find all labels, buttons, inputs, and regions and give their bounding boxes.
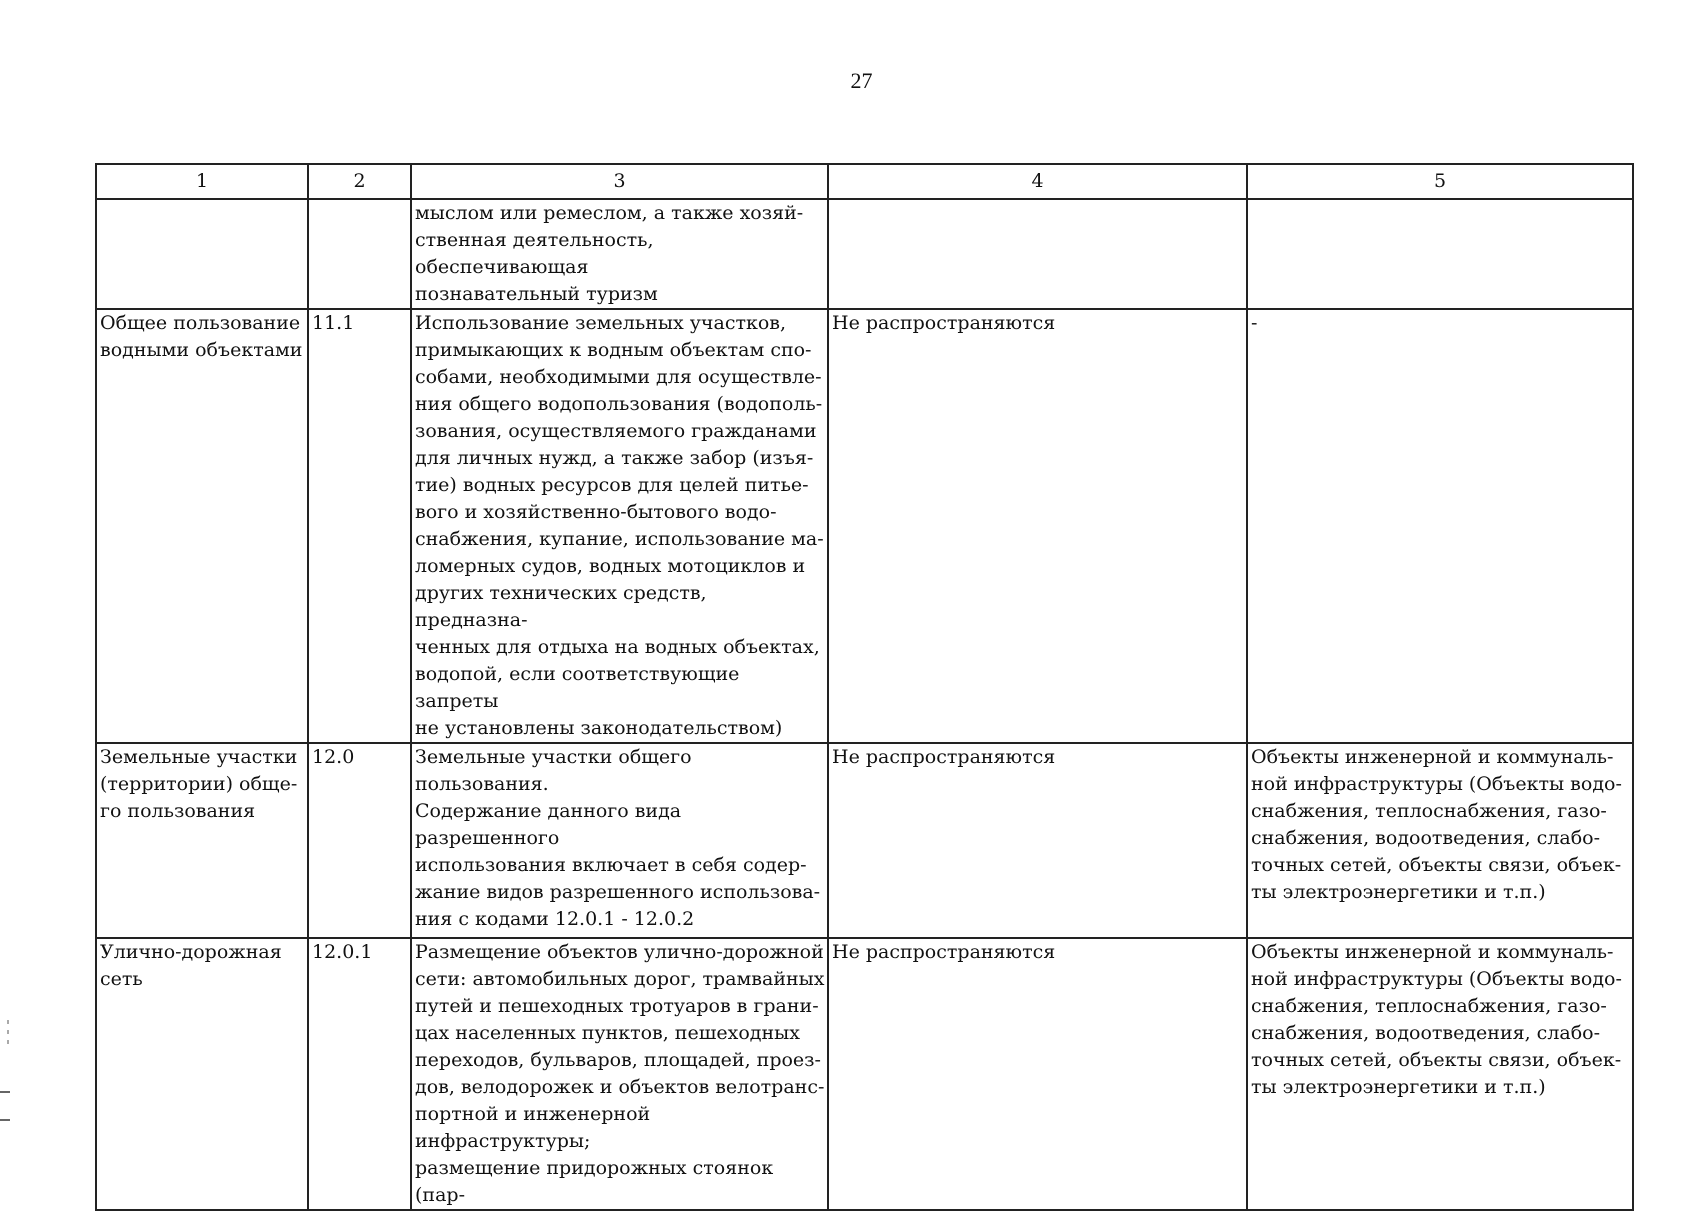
- auxiliary-uses-cell: [1247, 743, 1633, 938]
- use-code-cell: [308, 199, 411, 309]
- use-code: 12.0: [312, 746, 355, 768]
- land-use-table: [95, 163, 1634, 1211]
- use-code-cell: [308, 938, 411, 1210]
- use-description: мыслом или ремеслом, а также хозяй- ственная деятельность, обеспечивающая познавательный туризм: [415, 202, 804, 305]
- column-header-4: 4: [828, 164, 1247, 199]
- use-type-name-cell: [96, 938, 308, 1210]
- auxiliary-uses-cell: [1247, 199, 1633, 309]
- parameters-cell: [828, 309, 1247, 743]
- scan-margin-marks: [0, 1020, 16, 1130]
- auxiliary-uses-text: Объекты инженерной и коммуналь- ной инфраструктуры (Объекты водо- снабжения, теплоснабжения, газо- снабжения, водоотведения, слабо- точных сетей, объекты связи, объек- ты электроэнергетики и т.п.): [1251, 941, 1622, 1098]
- column-header-5: 5: [1247, 164, 1633, 199]
- auxiliary-uses-text: Объекты инженерной и коммуналь- ной инфраструктуры (Объекты водо- снабжения, теплоснабжения, газо- снабжения, водоотведения, слабо- точных сетей, объекты связи, объек- ты электроэнергетики и т.п.): [1251, 746, 1622, 903]
- parameters-text: Не распространяются: [832, 312, 1056, 334]
- parameters-cell: [828, 938, 1247, 1210]
- use-type-name: Общее пользование водными объектами: [100, 312, 303, 361]
- use-description-cell: [411, 743, 828, 938]
- use-type-name-cell: [96, 743, 308, 938]
- table-row: [96, 309, 1633, 743]
- auxiliary-uses-cell: [1247, 309, 1633, 743]
- use-code-cell: [308, 743, 411, 938]
- column-header-2: 2: [308, 164, 411, 199]
- use-description-cell: [411, 938, 828, 1210]
- parameters-cell: [828, 743, 1247, 938]
- parameters-text: Не распространяются: [832, 941, 1056, 963]
- table-row: [96, 199, 1633, 309]
- auxiliary-uses-text: -: [1251, 312, 1258, 334]
- use-description-cell: [411, 199, 828, 309]
- auxiliary-uses-cell: [1247, 938, 1633, 1210]
- use-type-name-cell: [96, 309, 308, 743]
- use-description: Размещение объектов улично-дорожной сети: автомобильных дорог, трамвайных путей и пешеходных тротуаров в грани- цах населенных пунктов, пешеходных переходов, бульваров, площадей, проез- дов, велодорожек и объектов велотранс- портной и инженерной инфраструктуры; размещение придорожных стоянок (пар-: [415, 941, 825, 1206]
- use-code: 12.0.1: [312, 941, 373, 963]
- parameters-text: Не распространяются: [832, 746, 1056, 768]
- use-description: Земельные участки общего пользования. Содержание данного вида разрешенного использования включает в себя содер- жание видов разрешенного использова- ния с кодами 12.0.1 - 12.0.2: [415, 746, 821, 930]
- use-code: 11.1: [312, 312, 355, 334]
- use-description-cell: [411, 309, 828, 743]
- use-code-cell: [308, 309, 411, 743]
- page-number: 27: [850, 68, 873, 93]
- use-type-name: Земельные участки (территории) обще- го пользования: [100, 746, 298, 822]
- table-row: [96, 938, 1633, 1210]
- parameters-cell: [828, 199, 1247, 309]
- use-description: Использование земельных участков, примыкающих к водным объектам спо- собами, необходимыми для осуществле- ния общего водопользования (водополь- зования, осуществляемого гражданами для личных нужд, а также забор (изъя- тие) водных ресурсов для целей питье- вого и хозяйственно-бытового водо- снабжения, купание, использование ма- ломерных судов, водных мотоциклов и других технических средств, предназна- ченных для отдыха на водных объектах, водопой, если соответствующие запреты не установлены законодательством): [415, 312, 824, 739]
- use-type-name: Улично-дорожная сеть: [100, 941, 282, 990]
- column-header-3: 3: [411, 164, 828, 199]
- table-row: [96, 743, 1633, 938]
- use-type-name-cell: [96, 199, 308, 309]
- column-header-1: 1: [96, 164, 308, 199]
- table-header-row: [96, 164, 1633, 199]
